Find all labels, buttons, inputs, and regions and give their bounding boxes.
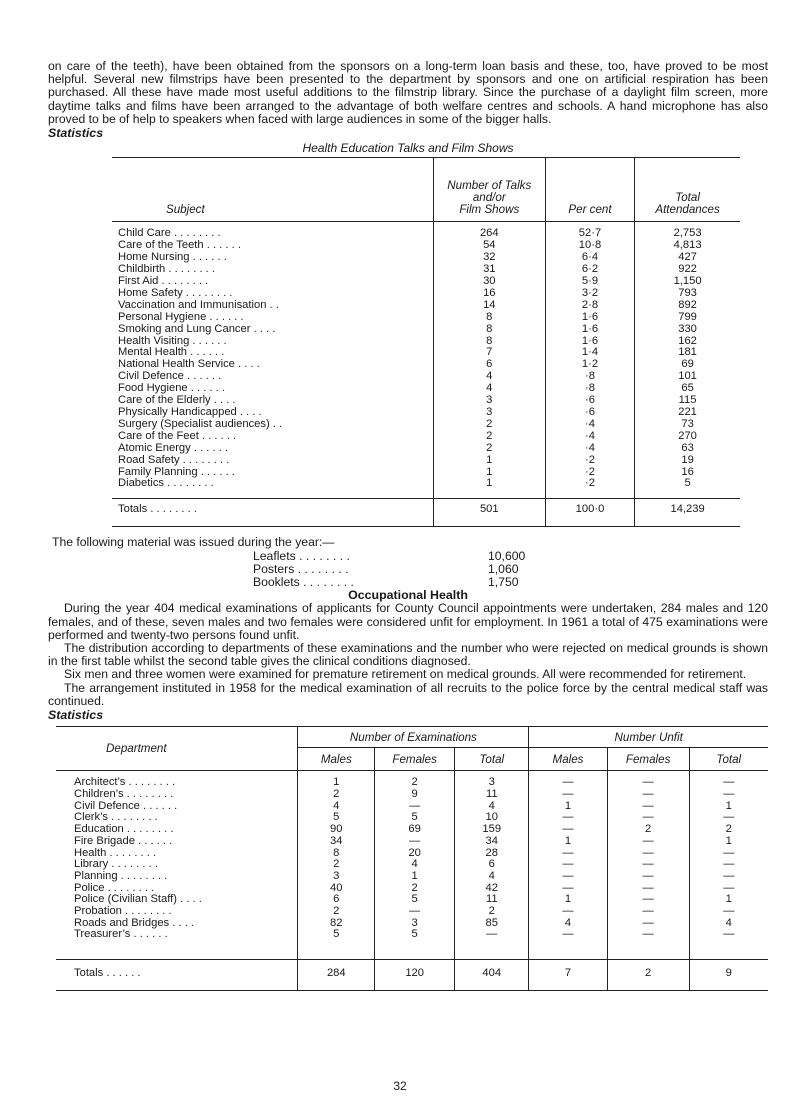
exam-females-cell: —	[375, 836, 455, 848]
department-text: Roads and Bridges	[74, 916, 170, 929]
leader-dots: . . . . . .	[136, 823, 174, 836]
leader-dots: . . . . . . . .	[164, 477, 214, 490]
unfit-females-cell: —	[607, 859, 689, 871]
unfit-total-cell: —	[689, 929, 768, 959]
exam-total-cell: 4	[455, 871, 529, 883]
table1-body	[112, 222, 740, 499]
leader-dots: . . . .	[250, 322, 276, 335]
leader-dots: . . . . . . . .	[106, 846, 157, 859]
totals-exam-males: 284	[298, 960, 375, 991]
department-text: Health	[74, 846, 107, 859]
number-cell: 264	[433, 222, 545, 240]
table2-row	[56, 929, 768, 959]
totals-number: 501	[433, 499, 545, 527]
exam-females-cell: 5	[375, 929, 455, 959]
percent-cell: ·4	[545, 443, 634, 455]
number-cell: 3	[433, 395, 545, 407]
unfit-total-cell: —	[689, 871, 768, 883]
unfit-total-cell: —	[689, 771, 768, 789]
percent-cell: 2·8	[545, 300, 634, 312]
table2-totals-row	[56, 960, 768, 991]
department-text: Treasurer’s	[74, 928, 131, 941]
unfit-males-cell: —	[529, 906, 607, 918]
subject-text: Care of the Elderly	[118, 394, 211, 407]
subject-text: Personal Hygiene	[118, 310, 207, 323]
issued-item-label: Leaflets . . . . . . . .	[253, 549, 350, 564]
exam-total-cell: —	[455, 929, 529, 959]
unfit-total-cell: —	[689, 906, 768, 918]
leader-dots: . . . . . .	[190, 441, 229, 454]
subject-text: Food Hygiene	[118, 382, 188, 395]
unfit-males-cell: 1	[529, 836, 607, 848]
number-cell: 4	[433, 371, 545, 383]
attendances-cell: 892	[635, 300, 740, 312]
leader-dots: . . . . . .	[197, 465, 235, 478]
leader-dots: . . . . . . . .	[170, 227, 221, 240]
exam-males-cell: 2	[298, 859, 375, 871]
subject-cell	[112, 222, 433, 240]
unfit-males-cell: —	[529, 859, 607, 871]
leader-dots: . . . . . .	[183, 370, 222, 383]
health-education-table	[112, 157, 740, 527]
number-cell: 4	[433, 383, 545, 395]
exam-total-cell: 2	[455, 906, 529, 918]
exam-females-cell: —	[375, 906, 455, 918]
header-males: Males	[298, 748, 375, 771]
attendances-cell: 73	[635, 419, 740, 431]
unfit-females-cell: —	[607, 771, 689, 789]
exam-males-cell: 4	[298, 801, 375, 813]
leader-dots: . . . . . .	[189, 334, 227, 347]
subject-text: Childbirth	[118, 263, 166, 276]
department-text: Architect’s . .	[74, 776, 138, 789]
subject-cell	[112, 478, 433, 498]
issued-lead: The following material was issued during the year:—	[52, 535, 335, 550]
subject-text: Home Nursing	[118, 251, 190, 264]
totals-exam-females: 120	[375, 960, 455, 991]
unfit-total-cell: —	[689, 789, 768, 801]
leader-dots: . . . .	[177, 893, 202, 906]
header-examinations: Number of Examinations	[298, 727, 529, 748]
totals-unfit-total: 9	[689, 960, 768, 991]
header-number-line1: Number of Talks	[447, 179, 532, 193]
attendances-cell: 181	[635, 347, 740, 359]
unfit-females-cell: —	[607, 918, 689, 930]
exam-females-cell: 2	[375, 771, 455, 789]
leader-dots: . . . . . .	[192, 453, 230, 466]
exam-total-cell: 11	[455, 789, 529, 801]
exam-males-cell: 2	[298, 789, 375, 801]
leader-dots: . . . . . .	[135, 788, 174, 800]
subject-text: Family Planning	[118, 465, 198, 478]
leader-dots: . . . . . .	[198, 429, 237, 442]
unfit-males-cell: 1	[529, 894, 607, 906]
table2-row	[56, 836, 768, 848]
exam-total-cell: 85	[455, 918, 529, 930]
exam-females-cell: 5	[375, 812, 455, 824]
number-cell: 30	[433, 276, 545, 288]
unfit-total-cell: —	[689, 848, 768, 860]
unfit-females-cell: —	[607, 836, 689, 848]
unfit-total-cell: —	[689, 859, 768, 871]
attendances-cell: 115	[635, 395, 740, 407]
leader-dots: . . . . . .	[195, 286, 233, 299]
unfit-males-cell: —	[529, 789, 607, 801]
unfit-females-cell: —	[607, 801, 689, 813]
percent-cell: 6·4	[545, 252, 634, 264]
unfit-males-cell: —	[529, 824, 607, 836]
subject-text: Care of the Teeth	[118, 239, 204, 252]
number-cell: 2	[433, 419, 545, 431]
header-attendances	[635, 158, 740, 222]
percent-cell: 5·9	[545, 276, 634, 288]
leader-dots: . . . . . . . .	[104, 881, 155, 894]
department-text: Children’s . .	[74, 788, 136, 800]
header-department: Department	[56, 727, 298, 771]
subject-text: Surgery (Specialist audiences)	[118, 417, 270, 430]
table2-body	[56, 771, 768, 960]
header-males: Males	[529, 748, 607, 771]
leader-dots: . . . .	[234, 358, 260, 371]
leader-dots: . . . . . .	[187, 346, 225, 359]
percent-cell: 1·6	[545, 336, 634, 348]
number-cell: 2	[433, 443, 545, 455]
exam-males-cell: 34	[298, 836, 375, 848]
subject-text: Care of the Feet	[118, 429, 199, 442]
unfit-females-cell: —	[607, 906, 689, 918]
header-total: Total	[689, 748, 768, 771]
leader-dots: . . . . . . . .	[107, 811, 158, 824]
occupational-paragraph-2: The distribution according to departments of these examinations and the number who were rejected on medical grounds is shown in the first table whilst the second table gives the clinical conditions diagnosed.	[48, 641, 768, 669]
header-number-line3: Film Shows	[459, 203, 520, 217]
leader-dots: . . . . . .	[187, 382, 225, 395]
department-text: Civil Defence	[74, 799, 140, 812]
attendances-cell: 1,150	[635, 276, 740, 288]
issued-item-label: Booklets . . . . . . . .	[253, 575, 354, 590]
attendances-cell: 4,813	[635, 240, 740, 252]
attendances-cell: 799	[635, 312, 740, 324]
subject-text: Vaccination and Immunisation	[118, 298, 267, 311]
exam-males-cell: 8	[298, 848, 375, 860]
attendances-cell: 922	[635, 264, 740, 276]
unfit-males-cell: —	[529, 871, 607, 883]
subject-text: Atomic Energy	[118, 441, 191, 454]
percent-cell: ·8	[545, 383, 634, 395]
percent-cell: 1·6	[545, 324, 634, 336]
exam-total-cell: 4	[455, 801, 529, 813]
unfit-total-cell: 2	[689, 824, 768, 836]
statistics-label: Statistics	[48, 708, 104, 723]
exam-females-cell: 1	[375, 871, 455, 883]
subject-text: National Health Service	[118, 358, 235, 371]
totals-exam-total: 404	[455, 960, 529, 991]
attendances-cell: 427	[635, 252, 740, 264]
attendances-cell: 5	[635, 478, 740, 498]
issued-material	[48, 535, 768, 590]
table1-row	[112, 222, 740, 240]
exam-males-cell: 3	[298, 871, 375, 883]
attendances-cell: 19	[635, 455, 740, 467]
leader-dots: . . . . . .	[103, 967, 141, 980]
percent-cell: 52·7	[545, 222, 634, 240]
percent-cell: ·6	[545, 407, 634, 419]
number-cell: 8	[433, 324, 545, 336]
subject-text: Road Safety . .	[118, 453, 193, 466]
exam-females-cell: —	[375, 801, 455, 813]
percent-cell: ·4	[545, 419, 634, 431]
leader-dots: . . . . . .	[139, 799, 178, 812]
occupational-paragraph-4: The arrangement instituted in 1958 for the medical examination of all recruits to the police force by the central medical staff was continued.	[48, 680, 768, 708]
unfit-females-cell: —	[607, 848, 689, 860]
percent-cell: ·2	[545, 478, 634, 498]
subject-text: Child Care	[118, 227, 171, 240]
table2-row	[56, 771, 768, 789]
exam-total-cell: 34	[455, 836, 529, 848]
unfit-total-cell: 1	[689, 836, 768, 848]
leader-dots: . . . .	[210, 394, 236, 407]
subject-text: Mental Health	[118, 346, 188, 359]
exam-total-cell: 3	[455, 771, 529, 789]
header-attend-line1: Total	[675, 191, 700, 205]
header-females: Females	[375, 748, 455, 771]
attendances-cell: 162	[635, 336, 740, 348]
unfit-females-cell: —	[607, 871, 689, 883]
unfit-males-cell: —	[529, 929, 607, 959]
exam-total-cell: 11	[455, 894, 529, 906]
number-cell: 31	[433, 264, 545, 276]
exam-total-cell: 28	[455, 848, 529, 860]
leader-dots: . . . . . . . .	[147, 503, 197, 516]
subject-text: Smoking and Lung Cancer	[118, 322, 251, 335]
exam-males-cell: 1	[298, 771, 375, 789]
percent-cell: 3·2	[545, 288, 634, 300]
attendances-cell: 221	[635, 407, 740, 419]
number-cell: 3	[433, 407, 545, 419]
examinations-table	[56, 726, 768, 991]
unfit-females-cell: —	[607, 894, 689, 906]
number-cell: 1	[433, 455, 545, 467]
unfit-males-cell: —	[529, 848, 607, 860]
exam-males-cell: 6	[298, 894, 375, 906]
unfit-males-cell: —	[529, 812, 607, 824]
attendances-cell: 69	[635, 359, 740, 371]
percent-cell: 10·8	[545, 240, 634, 252]
leader-dots: . . . . . .	[137, 776, 176, 789]
document-page	[48, 60, 768, 991]
issued-item-value: 1,060	[488, 562, 519, 577]
percent-cell: ·6	[545, 395, 634, 407]
department-text: Police	[74, 881, 105, 894]
leader-dots: . . . . . . . .	[108, 858, 158, 871]
subject-text: Home Safety . .	[118, 286, 196, 299]
totals-label-text: Totals	[118, 503, 148, 516]
percent-cell: 1·2	[545, 359, 634, 371]
issued-item-label: Posters . . . . . . . .	[253, 562, 349, 577]
unfit-males-cell: —	[529, 771, 607, 789]
header-total: Total	[455, 748, 529, 771]
exam-males-cell: 5	[298, 812, 375, 824]
exam-females-cell: 2	[375, 883, 455, 895]
exam-males-cell: 90	[298, 824, 375, 836]
exam-females-cell: 9	[375, 789, 455, 801]
totals-unfit-males: 7	[529, 960, 607, 991]
subject-text: First Aid	[118, 275, 159, 288]
table2-header-row	[56, 727, 768, 748]
number-cell: 8	[433, 312, 545, 324]
page-number: 32	[393, 1079, 407, 1093]
leader-dots: . . . . . . . .	[158, 275, 209, 288]
attendances-cell: 270	[635, 431, 740, 443]
unfit-males-cell: 4	[529, 918, 607, 930]
totals-percent: 100·0	[545, 499, 634, 527]
number-cell: 7	[433, 347, 545, 359]
department-text: Police (Civilian Staff)	[74, 893, 178, 906]
percent-cell: 1·6	[545, 312, 634, 324]
subject-text: Health Visiting	[118, 334, 190, 347]
percent-cell: 1·4	[545, 347, 634, 359]
header-females: Females	[607, 748, 689, 771]
table1-totals-row	[112, 499, 740, 527]
exam-females-cell: 4	[375, 859, 455, 871]
attendances-cell: 793	[635, 288, 740, 300]
department-text: Fire Brigade	[74, 834, 135, 847]
occupational-paragraph-3: Six men and three women were examined for premature retirement on medical grounds. All were recommended for retirement.	[64, 667, 747, 682]
exam-males-cell: 40	[298, 883, 375, 895]
header-unfit: Number Unfit	[529, 727, 768, 748]
section-title: Occupational Health	[348, 588, 468, 603]
issued-item-value: 10,600	[488, 549, 526, 564]
unfit-total-cell: 4	[689, 918, 768, 930]
number-cell: 14	[433, 300, 545, 312]
header-number-line2: and/or	[472, 191, 506, 205]
issued-item-value: 1,750	[488, 575, 519, 590]
attendances-cell: 65	[635, 383, 740, 395]
totals-attendances: 14,239	[635, 499, 740, 527]
leader-dots: . . . . . .	[134, 834, 173, 847]
table1-caption: Health Education Talks and Film Shows	[302, 141, 514, 156]
exam-males-cell: 82	[298, 918, 375, 930]
unfit-females-cell: 2	[607, 824, 689, 836]
exam-total-cell: 10	[455, 812, 529, 824]
leader-dots: . . . . . .	[203, 239, 241, 252]
number-cell: 1	[433, 467, 545, 479]
leader-dots: . . . . . . . .	[117, 869, 168, 882]
unfit-males-cell: —	[529, 883, 607, 895]
table2-row	[56, 871, 768, 883]
unfit-females-cell: —	[607, 789, 689, 801]
exam-males-cell: 5	[298, 929, 375, 959]
attendances-cell: 16	[635, 467, 740, 479]
department-text: Education . .	[74, 823, 137, 836]
totals-label-text: Totals	[74, 967, 104, 980]
totals-label	[56, 960, 298, 991]
number-cell: 8	[433, 336, 545, 348]
subject-text: Diabetics	[118, 477, 165, 490]
leader-dots: . .	[266, 298, 279, 311]
department-text: Planning	[74, 869, 118, 882]
number-cell: 16	[433, 288, 545, 300]
totals-unfit-females: 2	[607, 960, 689, 991]
leader-dots: . . . .	[236, 406, 262, 419]
unfit-total-cell: 1	[689, 894, 768, 906]
subject-text: Civil Defence	[118, 370, 184, 383]
number-cell: 2	[433, 431, 545, 443]
header-attend-line2: Attendances	[655, 203, 720, 217]
department-text: Probation . .	[74, 905, 135, 918]
attendances-cell: 101	[635, 371, 740, 383]
leader-dots: . . . . . . . .	[165, 263, 215, 276]
occupational-paragraph-1: During the year 404 medical examinations of applicants for County Council appointments were undertaken, 284 males and 120 females, and of these, seven males and two females were considered unfit for employment. In 1961 a total of 475 examinations were performed and twenty-two persons found unfit.	[48, 601, 768, 642]
leader-dots: . . . . . .	[134, 905, 172, 918]
unfit-total-cell: 1	[689, 801, 768, 813]
totals-label	[112, 499, 433, 527]
number-cell: 54	[433, 240, 545, 252]
department-cell	[56, 771, 298, 789]
table1-row	[112, 478, 740, 498]
percent-cell: ·2	[545, 467, 634, 479]
leader-dots: . . . . . .	[206, 310, 244, 323]
percent-cell: 6·2	[545, 264, 634, 276]
exam-total-cell: 159	[455, 824, 529, 836]
exam-females-cell: 69	[375, 824, 455, 836]
number-cell: 6	[433, 359, 545, 371]
leader-dots: . . . . . .	[130, 928, 168, 941]
number-cell: 1	[433, 478, 545, 498]
exam-females-cell: 3	[375, 918, 455, 930]
number-cell: 32	[433, 252, 545, 264]
unfit-total-cell: —	[689, 883, 768, 895]
attendances-cell: 330	[635, 324, 740, 336]
table1-header-row	[112, 158, 740, 222]
unfit-females-cell: —	[607, 929, 689, 959]
attendances-cell: 2,753	[635, 222, 740, 240]
statistics-label: Statistics	[48, 126, 104, 141]
exam-males-cell: 2	[298, 906, 375, 918]
header-subject: Subject	[112, 158, 433, 222]
leader-dots: . . . . . .	[189, 251, 227, 264]
unfit-females-cell: —	[607, 883, 689, 895]
exam-total-cell: 6	[455, 859, 529, 871]
percent-cell: ·4	[545, 431, 634, 443]
intro-paragraph: on care of the teeth), have been obtained from the sponsors on a long-term loan basis and these, too, have proved to be most helpful. Several new filmstrips have been presented to the department by sponsors and one on artificial respiration has been purchased. All these have made most useful additions to the filmstrip library. Since the purchase of a daylight film screen, more daytime talks and films have been arranged to the advantage of both welfare centres and schools. A hand microphone has also proved to be of help to speakers when faced with large audiences in some of the bigger halls.	[48, 59, 768, 126]
header-number	[433, 158, 545, 222]
unfit-females-cell: —	[607, 812, 689, 824]
percent-cell: ·8	[545, 371, 634, 383]
leader-dots: . .	[269, 417, 283, 430]
exam-females-cell: 20	[375, 848, 455, 860]
exam-females-cell: 5	[375, 894, 455, 906]
department-cell	[56, 929, 298, 959]
header-percent: Per cent	[545, 158, 634, 222]
subject-text: Physically Handicapped	[118, 406, 237, 419]
unfit-males-cell: 1	[529, 801, 607, 813]
department-text: Library	[74, 858, 109, 871]
leader-dots: . . . .	[169, 916, 195, 929]
attendances-cell: 63	[635, 443, 740, 455]
department-text: Clerk’s	[74, 811, 108, 824]
exam-total-cell: 42	[455, 883, 529, 895]
unfit-total-cell: —	[689, 812, 768, 824]
percent-cell: ·2	[545, 455, 634, 467]
